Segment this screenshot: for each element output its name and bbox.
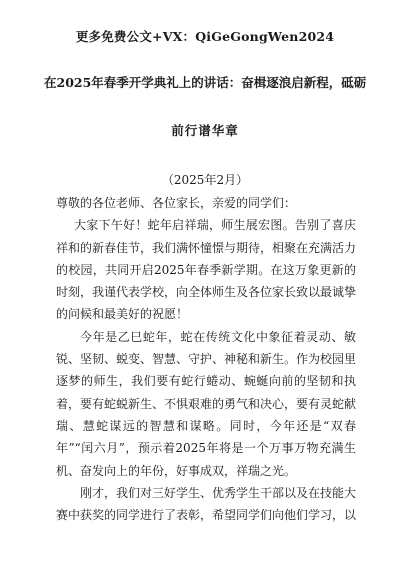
speech-body: [56, 192, 356, 526]
speech-date: （2025年2月）: [161, 173, 249, 187]
watermark-header: 更多免费公文+VX：QiGeGongWen2024: [75, 29, 335, 44]
paragraph-2: 今年是乙巳蛇年，蛇在传统文化中象征着灵动、敏锐、坚韧、蜕变、智慧、守护、神秘和新生。作为校园里逐梦的师生，我们要有蛇行蜷动、蜿蜒向前的坚韧和执着，要有蛇蜕新生、不惧艰难的勇气和决心，要有灵蛇献瑞、慧蛇谋远的智慧和谋略。同时，今年还是“双春年”“闰六月”，预示着2025年将是一个万事万物充满生机、奋发向上的年份，好事成双，祥瑞之光。: [56, 329, 357, 478]
speech-title-line-1: 在2025年春季开学典礼上的讲话：奋楫逐浪启新程，砥砺: [44, 75, 367, 90]
greeting: 尊敬的各位老师、各位家长，亲爱的同学们：: [56, 196, 297, 210]
paragraph-3: 刚才，我们对三好学生、优秀学生干部以及在技能大赛中获奖的同学进行了表彰，希望同学们向他们学习，以: [56, 485, 357, 523]
paragraph-1: 大家下午好！蛇年启祥瑞，师生展宏图。告别了喜庆祥和的新春佳节，我们满怀憧憬与期待，相聚在充满活力的校园，共同开启2025年春季新学期。在这万象更新的时刻，我谨代表学校，向全体师生及各位家长致以最诚挚的问候和最美好的祝愿！: [56, 218, 357, 322]
speech-title-line-2: 前行谱华章: [171, 123, 239, 138]
